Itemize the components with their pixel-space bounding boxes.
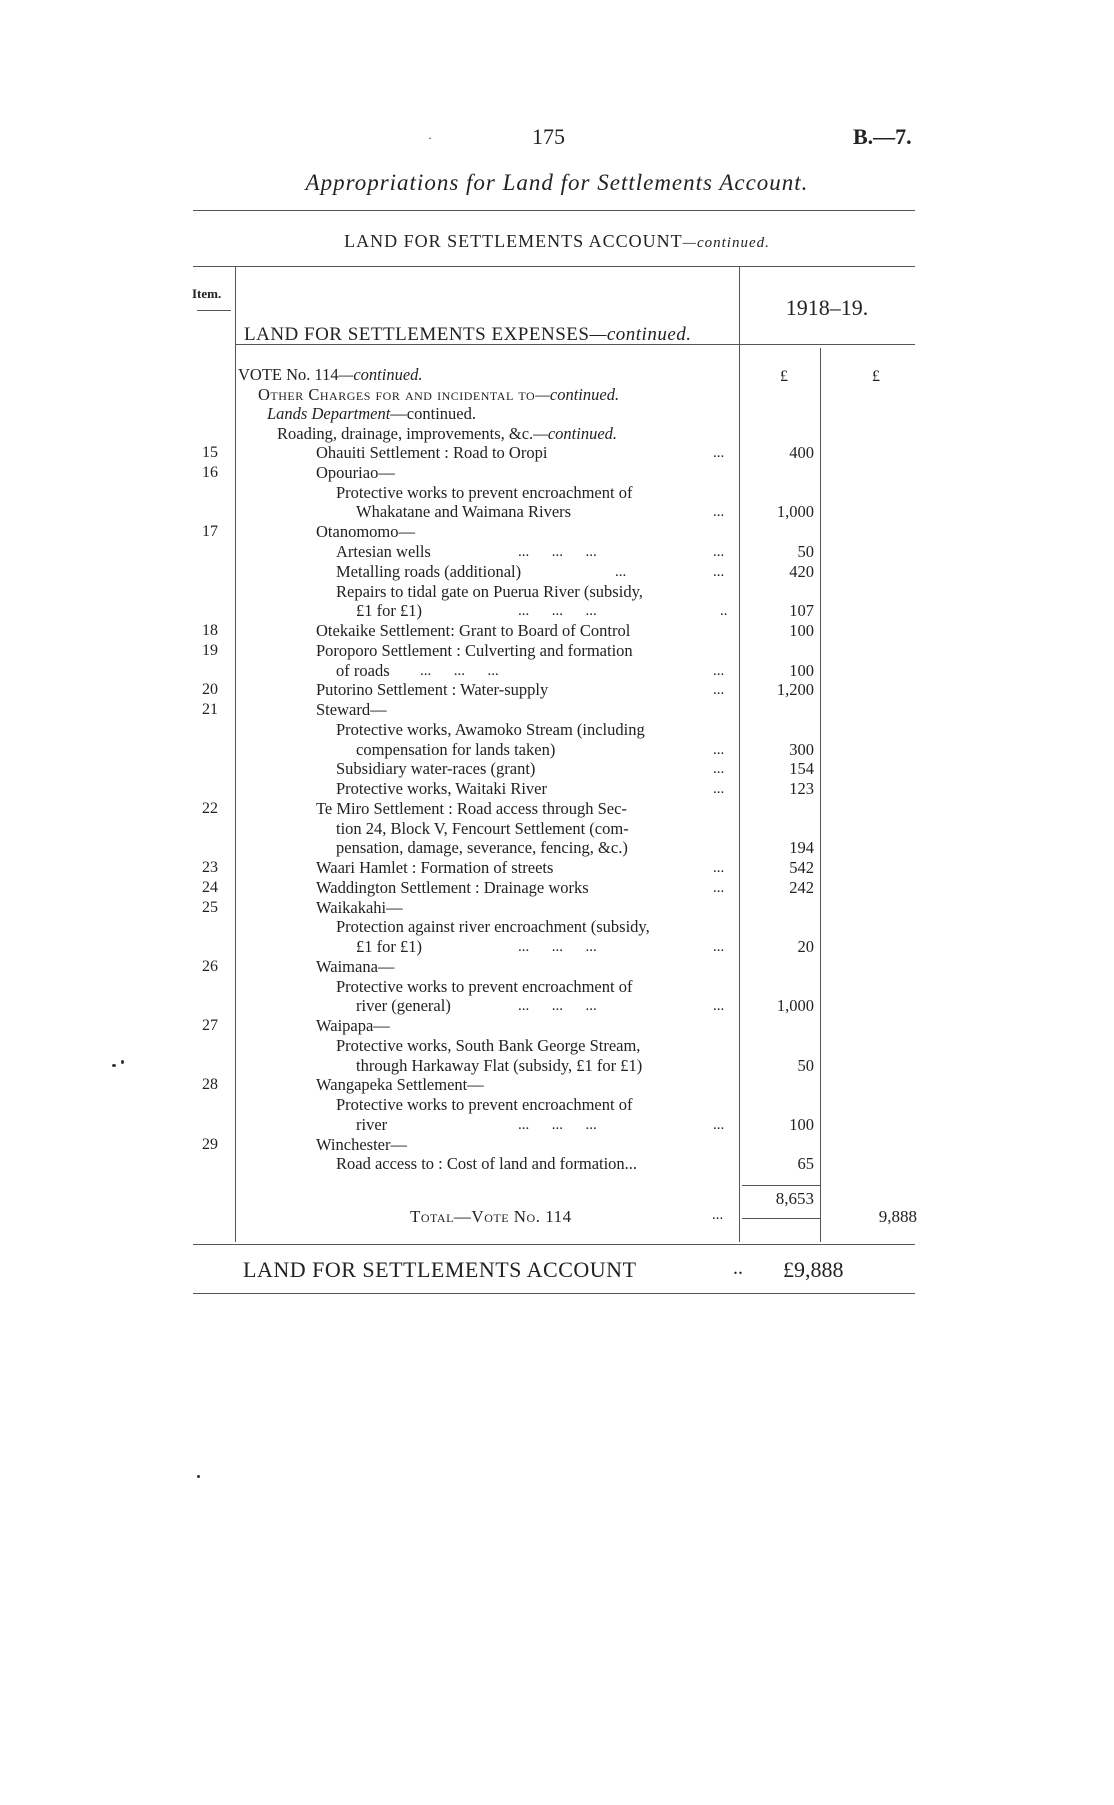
item-subtext: £1 for £1) — [356, 937, 422, 956]
mid-dots: ... — [615, 564, 627, 580]
item-number: 29 — [202, 1136, 218, 1153]
leader-dots: ... — [713, 761, 725, 777]
item-number: 16 — [202, 464, 218, 481]
item-amount: 65 — [797, 1154, 814, 1173]
lands-dept-heading — [267, 404, 476, 424]
footer-dots: .. — [733, 1257, 743, 1279]
page-number: 175 — [532, 124, 565, 149]
lands-dept-main: Lands Department — [267, 404, 391, 423]
item-subtext: river (general) — [356, 996, 451, 1015]
scan-speck — [197, 1475, 200, 1478]
item-number: 19 — [202, 642, 218, 659]
item-subtext: Protective works, Awamoko Stream (including — [336, 720, 645, 739]
other-charges-heading — [258, 385, 619, 405]
document-code: B.—7. — [853, 124, 912, 149]
leader-dots: ... — [713, 742, 725, 758]
item-amount: 242 — [789, 878, 814, 897]
item-amount: 1,000 — [776, 996, 814, 1015]
item-subtext: Protective works to prevent encroachment of — [336, 977, 633, 996]
mid-dots: ... ... ... — [518, 939, 597, 955]
mid-dots: ... ... ... — [420, 663, 499, 679]
account-total-label: LAND FOR SETTLEMENTS ACCOUNT — [243, 1257, 637, 1282]
item-amount: 50 — [797, 1056, 814, 1075]
item-text: Poroporo Settlement : Culverting and formation — [316, 641, 633, 660]
item-subtext: Artesian wells — [336, 542, 431, 561]
mid-dots: ... ... ... — [518, 544, 597, 560]
vote-cont: —continued. — [338, 365, 423, 384]
item-subtext: river — [356, 1115, 388, 1134]
item-amount: 100 — [789, 1115, 814, 1134]
item-text: Waipapa— — [316, 1016, 390, 1035]
item-number: 28 — [202, 1076, 218, 1093]
pound-header-2: £ — [872, 368, 880, 385]
item-number: 20 — [202, 681, 218, 698]
leader-dots: ... — [713, 781, 725, 797]
item-text: tion 24, Block V, Fencourt Settlement (com- — [336, 819, 629, 838]
section-title — [244, 324, 692, 346]
section-title-main: LAND FOR SETTLEMENTS EXPENSES — [244, 324, 590, 345]
item-number: 25 — [202, 899, 218, 916]
item-number: 21 — [202, 701, 218, 718]
leader-dots: ... — [713, 682, 725, 698]
subtitle-cont: —continued. — [682, 235, 770, 251]
subtotal-amount: 8,653 — [775, 1189, 814, 1208]
item-subtext: Metalling roads (additional) — [336, 562, 522, 581]
item-text: pensation, damage, severance, fencing, &c.) — [336, 838, 628, 857]
item-amount: 20 — [797, 937, 814, 956]
item-text: Otekaike Settlement: Grant to Board of Control — [316, 621, 631, 640]
sub-col-rule — [820, 348, 821, 1242]
item-amount: 107 — [789, 601, 814, 620]
mid-dots: ... ... ... — [518, 998, 597, 1014]
leader-dots: ... — [713, 880, 725, 896]
item-column-header: Item. — [192, 286, 222, 301]
item-amount: 100 — [789, 661, 814, 680]
item-subtext: Whakatane and Waimana Rivers — [356, 502, 572, 521]
leader-dots: .. — [720, 603, 728, 619]
item-amount: 1,000 — [776, 502, 814, 521]
item-amount: 154 — [789, 759, 814, 778]
mid-dots: ... ... ... — [518, 603, 597, 619]
vote-heading — [238, 365, 423, 385]
subtitle-main: LAND FOR SETTLEMENTS ACCOUNT — [344, 231, 683, 251]
year-column-header: 1918–19. — [785, 295, 869, 320]
item-amount: 542 — [789, 858, 814, 877]
roading-heading — [277, 424, 617, 444]
item-amount: 1,200 — [776, 680, 814, 699]
account-subtitle — [0, 231, 1114, 252]
item-text: Waimana— — [316, 957, 395, 976]
item-col-rule — [235, 266, 236, 1242]
page-title: Appropriations for Land for Settlements Account. — [305, 170, 809, 195]
item-text: Ohauiti Settlement : Road to Oropi — [316, 443, 548, 462]
amount-col-rule — [739, 266, 740, 1242]
item-number: 15 — [202, 444, 218, 461]
roading-cont: —continued. — [533, 424, 618, 443]
scan-speck — [121, 1060, 124, 1064]
lands-dept-cont: —continued. — [390, 404, 476, 423]
other-charges-main: Other Charges for and incidental to — [258, 385, 536, 404]
item-hdr-rule — [197, 310, 231, 311]
leader-dots: ... — [713, 544, 725, 560]
item-text: Waikakahi— — [316, 898, 403, 917]
leader-dots: ... — [713, 1117, 725, 1133]
item-subtext: Protective works to prevent encroachment of — [336, 483, 633, 502]
leader-dots: ... — [713, 939, 725, 955]
item-subtext: £1 for £1) — [356, 601, 422, 620]
leader-dots: ... — [713, 504, 725, 520]
table-bottom-rule — [193, 1244, 915, 1245]
item-text: Te Miro Settlement : Road access through Sec- — [316, 799, 627, 818]
item-subtext: Repairs to tidal gate on Puerua River (subsidy, — [336, 582, 643, 601]
item-text: of roads — [336, 661, 390, 680]
leader-dots: ... — [713, 564, 725, 580]
item-amount: 194 — [789, 838, 814, 857]
item-amount: 100 — [789, 621, 814, 640]
subtotal-rule-bottom — [742, 1218, 820, 1219]
item-subtext: Subsidiary water-races (grant) — [336, 759, 536, 778]
mid-dots: ... ... ... — [518, 1117, 597, 1133]
item-amount: 50 — [797, 542, 814, 561]
item-text: Waari Hamlet : Formation of streets — [316, 858, 554, 877]
item-amount: 300 — [789, 740, 814, 759]
item-number: 17 — [202, 523, 218, 540]
item-number: 24 — [202, 879, 218, 896]
item-text: Waddington Settlement : Drainage works — [316, 878, 589, 897]
item-subtext: Road access to : Cost of land and formation... — [336, 1154, 638, 1173]
item-subtext: Protective works, South Bank George Stream, — [336, 1036, 641, 1055]
vote-main: VOTE No. 114 — [238, 365, 339, 384]
item-number: 18 — [202, 622, 218, 639]
item-amount: 420 — [789, 562, 814, 581]
item-subtext: Protective works to prevent encroachment of — [336, 1095, 633, 1114]
item-amount: 400 — [789, 443, 814, 462]
subtotal-rule-top — [742, 1185, 820, 1186]
leader-dots: ... — [713, 445, 725, 461]
leader-dots: ... — [712, 1207, 724, 1223]
title-rule — [193, 210, 915, 211]
item-text: Opouriao— — [316, 463, 395, 482]
item-subtext: compensation for lands taken) — [356, 740, 556, 759]
item-text: Wangapeka Settlement— — [316, 1075, 484, 1094]
item-text: Otanomomo— — [316, 522, 415, 541]
leader-dots: ... — [713, 663, 725, 679]
item-number: 26 — [202, 958, 218, 975]
item-subtext: Protective works, Waitaki River — [336, 779, 547, 798]
item-text: Winchester— — [316, 1135, 407, 1154]
item-number: 27 — [202, 1017, 218, 1034]
item-amount: 123 — [789, 779, 814, 798]
pound-header-1: £ — [780, 368, 788, 385]
vote-total-amount: 9,888 — [878, 1207, 917, 1226]
item-number: 22 — [202, 800, 218, 817]
item-subtext: through Harkaway Flat (subsidy, £1 for £1) — [356, 1056, 643, 1075]
item-text: Steward— — [316, 700, 387, 719]
account-total-amount: £9,888 — [783, 1257, 844, 1282]
section-title-cont: —continued. — [589, 324, 692, 345]
leader-dots: ... — [713, 998, 725, 1014]
other-charges-cont: —continued. — [535, 385, 620, 404]
roading-main: Roading, drainage, improvements, &c. — [277, 424, 534, 443]
table-top-rule — [193, 266, 915, 267]
leader-dots: ... — [713, 860, 725, 876]
item-text: Putorino Settlement : Water-supply — [316, 680, 549, 699]
item-number: 23 — [202, 859, 218, 876]
footer-rule — [193, 1293, 915, 1294]
total-label: Total—Vote No. 114 — [410, 1207, 572, 1226]
scan-speck — [112, 1064, 116, 1067]
item-subtext: Protection against river encroachment (subsidy, — [336, 917, 650, 936]
speck-mark: · — [428, 131, 432, 145]
